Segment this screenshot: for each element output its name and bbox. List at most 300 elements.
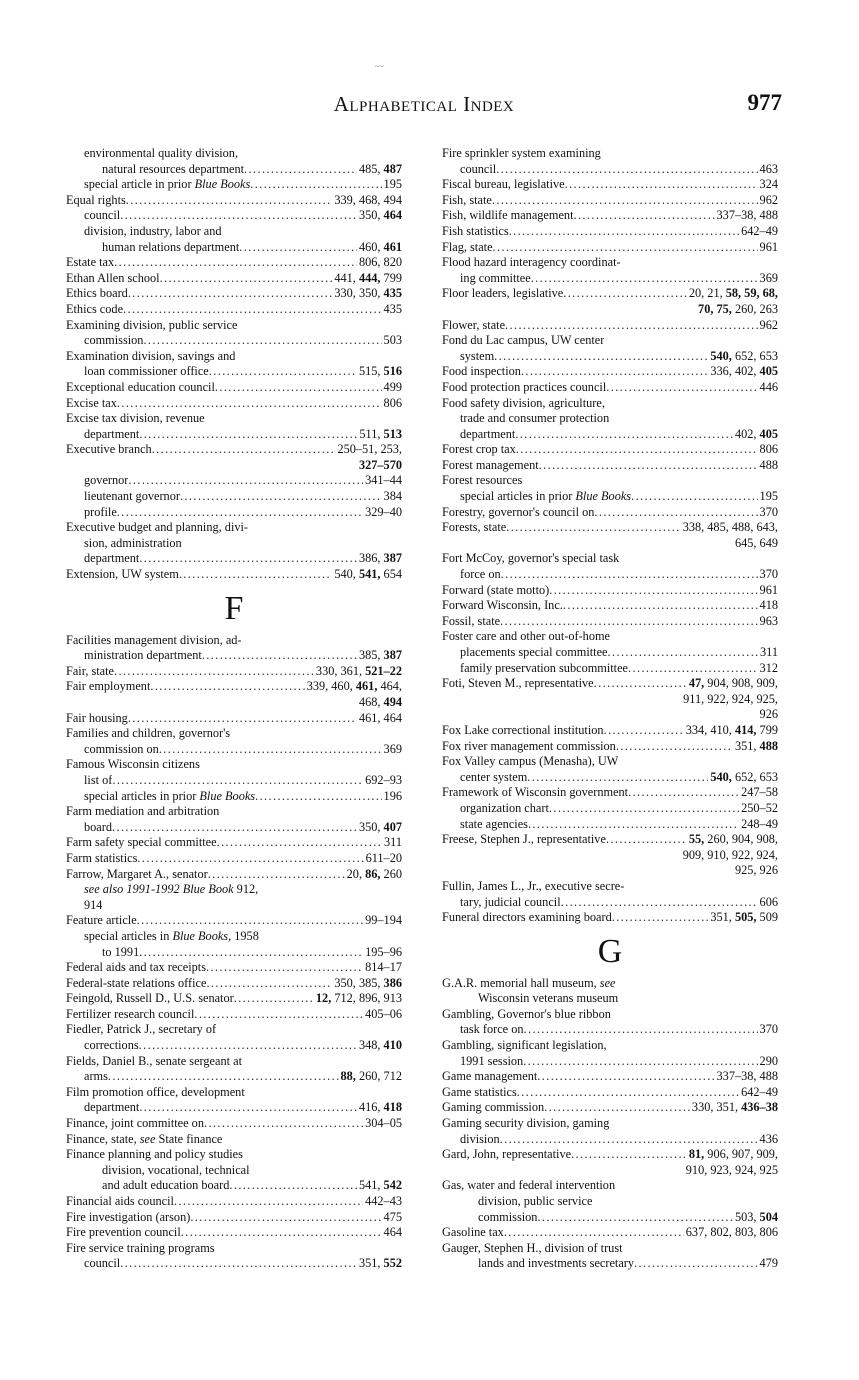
dot-leader bbox=[549, 801, 739, 817]
index-entry-term: board bbox=[84, 819, 112, 834]
index-entry bbox=[442, 146, 778, 162]
index-entry bbox=[66, 867, 402, 883]
dot-leader bbox=[565, 177, 758, 193]
index-entry bbox=[442, 629, 778, 645]
index-entry-pages: 806, 820 bbox=[358, 255, 402, 270]
index-entry-term: Forest crop tax bbox=[442, 442, 516, 457]
index-entry bbox=[442, 255, 778, 271]
dot-leader bbox=[117, 505, 363, 521]
index-entry bbox=[66, 820, 402, 836]
index-entry-pages: 692–93 bbox=[365, 772, 402, 787]
index-entry-pages: 441, 444, 799 bbox=[334, 270, 402, 285]
index-entry-pages: 485, 487 bbox=[358, 161, 402, 176]
dot-leader bbox=[594, 505, 757, 521]
index-entry-term: list of bbox=[84, 772, 113, 787]
dot-leader bbox=[190, 1210, 381, 1226]
index-entry-pages: 370 bbox=[759, 1022, 778, 1037]
index-entry bbox=[66, 1178, 402, 1194]
index-entry-term: Forward (state motto) bbox=[442, 582, 550, 597]
index-entry-term: placements special committee bbox=[460, 645, 608, 659]
index-entry-pages: 961 bbox=[759, 582, 778, 597]
index-entry bbox=[442, 489, 778, 505]
index-entry bbox=[442, 1054, 778, 1070]
dot-leader bbox=[528, 817, 739, 833]
index-entry-pages: 351, 552 bbox=[358, 1256, 402, 1271]
dot-leader bbox=[563, 286, 687, 302]
index-entry-pages: 642–49 bbox=[741, 223, 778, 238]
index-entry-term: Fertilizer research council bbox=[66, 1006, 195, 1021]
index-entry-pages: 196 bbox=[383, 788, 402, 803]
index-entry bbox=[442, 817, 778, 833]
index-entry-pages: 962 bbox=[759, 317, 778, 332]
index-entry bbox=[442, 551, 778, 567]
index-entry-pages: 606 bbox=[759, 894, 778, 909]
index-entry bbox=[442, 1241, 778, 1257]
index-entry-term: system bbox=[460, 348, 495, 363]
index-entry-pages: 463 bbox=[759, 161, 778, 176]
index-entry-term: arms bbox=[84, 1069, 108, 1084]
index-entry-term: force on bbox=[460, 567, 501, 582]
dot-leader bbox=[137, 851, 363, 867]
index-entry bbox=[442, 349, 778, 365]
dot-leader bbox=[206, 976, 332, 992]
index-entry bbox=[66, 991, 402, 1007]
index-entry-pages: 250–51, 253, bbox=[337, 442, 402, 457]
index-entry-pages: 369 bbox=[383, 741, 402, 756]
index-entry bbox=[66, 664, 402, 680]
dot-leader bbox=[616, 739, 733, 755]
dot-leader bbox=[509, 224, 739, 240]
index-entry-pages: 330, 350, 435 bbox=[334, 286, 402, 301]
index-entry bbox=[66, 711, 402, 727]
dot-leader bbox=[594, 676, 687, 692]
dot-leader bbox=[563, 598, 758, 614]
index-entry bbox=[66, 648, 402, 664]
index-entry-pages: 338, 485, 488, 643, bbox=[682, 520, 778, 535]
index-entry-pages: 370 bbox=[759, 567, 778, 582]
index-entry-pages: 962 bbox=[759, 192, 778, 207]
index-entry bbox=[66, 1147, 402, 1163]
dot-leader bbox=[139, 945, 363, 961]
index-entry-term: Forestry, governor's council on bbox=[442, 504, 595, 519]
index-entry bbox=[442, 583, 778, 599]
index-entry-pages: 88, 260, 712 bbox=[340, 1069, 402, 1084]
index-entry-pages: 336, 402, 405 bbox=[710, 364, 778, 379]
index-entry-term: department bbox=[84, 551, 140, 566]
index-page-continuation: 925, 926 bbox=[734, 863, 778, 878]
dot-leader bbox=[139, 1038, 357, 1054]
dot-leader bbox=[505, 318, 758, 334]
index-entry bbox=[66, 726, 402, 742]
dot-leader bbox=[120, 208, 357, 224]
dot-leader bbox=[573, 208, 714, 224]
index-entry-term: Finance, joint committee on bbox=[66, 1116, 204, 1131]
index-entry-pages: 435 bbox=[383, 301, 402, 316]
index-entry-pages: 350, 385, 386 bbox=[334, 975, 402, 990]
index-entry-term: Flood hazard interagency coordinat- bbox=[442, 255, 621, 270]
index-entry bbox=[442, 505, 778, 521]
index-entry-pages: 479 bbox=[759, 1256, 778, 1271]
dot-leader bbox=[492, 193, 758, 209]
index-entry-term: Exceptional education council bbox=[66, 379, 215, 394]
index-entry-term: Finance planning and policy studies bbox=[66, 1147, 243, 1162]
index-entry bbox=[66, 224, 402, 240]
dot-leader bbox=[204, 1116, 363, 1132]
index-entry bbox=[66, 567, 402, 583]
index-entry-term: Executive budget and planning, divi- bbox=[66, 520, 249, 535]
index-entry-term: Fish, wildlife management bbox=[442, 208, 574, 223]
index-entry-pages: 348, 410 bbox=[358, 1038, 402, 1053]
index-entry-term: Floor leaders, legislative bbox=[442, 286, 564, 301]
index-entry-term: special articles in Blue Books, 1958 bbox=[84, 928, 259, 943]
index-entry-term: Fair employment bbox=[66, 679, 151, 694]
index-entry bbox=[66, 146, 402, 162]
index-entry-term: Financial aids council bbox=[66, 1194, 174, 1208]
index-entry-term: Funeral directors examining board bbox=[442, 910, 612, 925]
index-entry-pages: 351, 488 bbox=[734, 738, 778, 753]
index-page-continuation: 909, 910, 922, 924, bbox=[682, 847, 778, 862]
index-entry bbox=[66, 851, 402, 867]
index-entry bbox=[66, 318, 402, 334]
index-entry-term: council bbox=[84, 208, 121, 223]
dot-leader bbox=[527, 770, 708, 786]
index-entry-pages: 540, 541, 654 bbox=[334, 567, 402, 582]
dot-leader bbox=[561, 895, 758, 911]
index-entry bbox=[442, 676, 778, 692]
index-entry-term: department bbox=[84, 426, 140, 441]
index-entry-term: Gauger, Stephen H., division of trust bbox=[442, 1240, 623, 1255]
index-entry-pages: 475 bbox=[383, 1209, 402, 1224]
index-entry-term: council bbox=[84, 1256, 121, 1271]
index-entry bbox=[66, 427, 402, 443]
dot-leader bbox=[229, 1178, 357, 1194]
dot-leader bbox=[194, 1007, 363, 1023]
index-entry bbox=[66, 1256, 402, 1272]
index-entry-term: Film promotion office, development bbox=[66, 1084, 245, 1099]
index-entry bbox=[66, 1194, 402, 1210]
index-entry-pages: 329–40 bbox=[365, 504, 402, 519]
index-entry bbox=[442, 396, 778, 412]
index-entry bbox=[442, 411, 778, 427]
index-entry-term: see also 1991-1992 Blue Book 912, bbox=[84, 882, 259, 897]
index-entry bbox=[66, 473, 402, 489]
dot-leader bbox=[496, 162, 757, 178]
dot-leader bbox=[126, 193, 333, 209]
index-entry-term: task force on bbox=[460, 1022, 524, 1037]
index-entry-term: Food protection practices council bbox=[442, 379, 607, 394]
dot-leader bbox=[181, 1225, 382, 1241]
index-entry-term: Ethics code bbox=[66, 301, 124, 316]
index-entry-term: Fire prevention council bbox=[66, 1225, 181, 1240]
index-entry-term: commission bbox=[478, 1209, 538, 1224]
index-entry-term: 914 bbox=[84, 897, 103, 912]
index-entry-pages: 195–96 bbox=[365, 944, 402, 959]
index-entry-pages: 12, 712, 896, 913 bbox=[315, 991, 402, 1006]
index-entry bbox=[442, 1007, 778, 1023]
index-entry-pages: 337–38, 488 bbox=[716, 208, 778, 223]
dot-leader bbox=[114, 664, 314, 680]
dot-leader bbox=[539, 458, 758, 474]
index-entry-term: Game statistics bbox=[442, 1084, 517, 1099]
dot-leader bbox=[150, 679, 304, 695]
index-entry-term: Fair housing bbox=[66, 710, 128, 725]
index-entry-term: special articles in prior Blue Books bbox=[84, 788, 256, 803]
index-entry-pages: 55, 260, 904, 908, bbox=[688, 832, 778, 847]
index-entry-pages: 503, 504 bbox=[734, 1209, 778, 1224]
index-entry bbox=[66, 271, 402, 287]
index-entry bbox=[66, 1069, 402, 1085]
index-entry bbox=[66, 396, 402, 412]
index-entry-pages: 405–06 bbox=[365, 1006, 402, 1021]
running-title: Alphabetical Index bbox=[333, 92, 515, 116]
index-entry-term: Farm safety special committee bbox=[66, 835, 217, 850]
index-page-continuation: 911, 922, 924, 925, bbox=[683, 691, 778, 706]
dot-leader bbox=[537, 1069, 714, 1085]
index-entry bbox=[66, 1038, 402, 1054]
index-entry bbox=[442, 286, 778, 302]
index-entry bbox=[442, 879, 778, 895]
index-entry bbox=[442, 333, 778, 349]
index-entry-term: Fossil, state bbox=[442, 613, 501, 628]
index-entry bbox=[442, 1194, 778, 1210]
index-entry bbox=[66, 804, 402, 820]
index-entry bbox=[66, 1100, 402, 1116]
dot-leader bbox=[128, 473, 363, 489]
index-entry-pages: 337–38, 488 bbox=[716, 1069, 778, 1084]
index-entry bbox=[442, 976, 778, 992]
index-entry-term: organization chart bbox=[460, 800, 549, 815]
index-entry-term: 1991 session bbox=[460, 1053, 524, 1068]
index-entry bbox=[66, 1085, 402, 1101]
index-entry-term: state agencies bbox=[460, 816, 528, 831]
index-entry-pages: 350, 464 bbox=[358, 208, 402, 223]
dot-leader bbox=[143, 333, 381, 349]
index-entry bbox=[442, 224, 778, 240]
dot-leader bbox=[523, 1054, 757, 1070]
index-entry-term: natural resources department bbox=[102, 161, 245, 176]
index-entry-term: department bbox=[84, 1100, 140, 1115]
index-entry-term: Fair, state bbox=[66, 663, 114, 678]
index-entry-term: Executive branch bbox=[66, 442, 152, 457]
index-entry-term: governor bbox=[84, 473, 129, 488]
index-entry-term: Fox river management commission bbox=[442, 738, 616, 753]
index-entry bbox=[66, 835, 402, 851]
index-entry-term: environmental quality division, bbox=[84, 146, 239, 160]
index-entry-pages: 540, 652, 653 bbox=[710, 769, 778, 784]
index-entry-term: Feingold, Russell D., U.S. senator bbox=[66, 991, 234, 1006]
index-entry-term: Fish statistics bbox=[442, 223, 509, 238]
index-entry-term: Fire sprinkler system examining bbox=[442, 146, 601, 160]
dot-leader bbox=[506, 520, 680, 536]
index-entry-term: Equal rights bbox=[66, 192, 126, 207]
index-entry bbox=[442, 1210, 778, 1226]
dot-leader bbox=[537, 1210, 733, 1226]
dot-leader bbox=[628, 785, 739, 801]
index-entry bbox=[442, 1225, 778, 1241]
index-entry bbox=[66, 1163, 402, 1179]
dot-leader bbox=[112, 820, 357, 836]
index-entry-pages: 402, 405 bbox=[734, 426, 778, 441]
dot-leader bbox=[234, 991, 314, 1007]
dot-leader bbox=[202, 648, 357, 664]
index-entry-term: Estate tax bbox=[66, 255, 115, 270]
dot-leader bbox=[139, 427, 357, 443]
index-entry bbox=[442, 1038, 778, 1054]
dot-leader bbox=[137, 913, 363, 929]
index-column-right bbox=[442, 146, 778, 1272]
index-entry-term: to 1991 bbox=[102, 944, 140, 959]
index-entry-term: Examination division, savings and bbox=[66, 348, 236, 363]
index-entry bbox=[442, 380, 778, 396]
index-entry-pages: 806 bbox=[759, 442, 778, 457]
index-entry-pages: 814–17 bbox=[365, 960, 402, 975]
index-page-continuation: 910, 923, 924, 925 bbox=[685, 1162, 778, 1177]
index-entry bbox=[442, 661, 778, 677]
index-entry-term: Framework of Wisconsin government bbox=[442, 785, 629, 800]
index-entry bbox=[442, 1256, 778, 1272]
section-letter: G bbox=[597, 932, 623, 970]
page-number: 977 bbox=[747, 90, 782, 115]
index-entry-pages: 47, 904, 908, 909, bbox=[688, 676, 778, 691]
index-entry bbox=[442, 1147, 778, 1163]
index-entry bbox=[66, 742, 402, 758]
index-entry-pages: 461, 464 bbox=[358, 710, 402, 725]
index-entry-term: Fire service training programs bbox=[66, 1240, 215, 1255]
index-entry bbox=[442, 645, 778, 661]
index-entry bbox=[442, 770, 778, 786]
index-entry bbox=[442, 1022, 778, 1038]
index-entry-term: Foster care and other out-of-home bbox=[442, 629, 610, 644]
index-entry bbox=[442, 1116, 778, 1132]
index-entry-pages: 369 bbox=[759, 270, 778, 285]
dot-leader bbox=[108, 1069, 339, 1085]
index-entry-pages: 541, 542 bbox=[358, 1178, 402, 1193]
index-entry-term: commission bbox=[84, 333, 144, 348]
index-entry bbox=[442, 991, 778, 1007]
index-entry-pages: 312 bbox=[759, 660, 778, 675]
index-entry-term: Gaming commission bbox=[442, 1100, 545, 1115]
index-page-continuation: 327–570 bbox=[358, 457, 402, 472]
index-entry-term: Fiedler, Patrick J., secretary of bbox=[66, 1022, 217, 1037]
index-entry bbox=[442, 614, 778, 630]
index-entry-pages: 304–05 bbox=[365, 1116, 402, 1131]
index-entry-pages: 384 bbox=[383, 489, 402, 504]
index-entry bbox=[66, 960, 402, 976]
index-entry-term: division, vocational, technical bbox=[102, 1162, 250, 1177]
index-entry bbox=[442, 520, 778, 536]
index-entry-pages: 195 bbox=[383, 177, 402, 192]
index-entry-term: Fox Lake correctional institution bbox=[442, 722, 604, 737]
index-entry-pages: 370 bbox=[759, 504, 778, 519]
scan-mark: ~~ bbox=[375, 62, 384, 71]
index-entry bbox=[442, 1178, 778, 1194]
index-entry-pages: 250–52 bbox=[741, 800, 778, 815]
index-entry-term: Finance, state, see State finance bbox=[66, 1131, 223, 1146]
index-entry bbox=[66, 551, 402, 567]
index-entry-term: Fish, state bbox=[442, 192, 492, 207]
dot-leader bbox=[500, 1132, 758, 1148]
index-entry bbox=[442, 895, 778, 911]
dot-leader bbox=[531, 271, 758, 287]
index-entry-term: special article in prior Blue Books bbox=[84, 177, 251, 192]
index-entry-term: Fort McCoy, governor's special task bbox=[442, 551, 620, 566]
index-entry-term: Extension, UW system bbox=[66, 567, 179, 582]
index-entry bbox=[66, 1241, 402, 1257]
index-entry bbox=[442, 208, 778, 224]
index-entry-term: Farm statistics bbox=[66, 850, 138, 865]
index-entry-term: Forest management bbox=[442, 457, 539, 472]
index-entry bbox=[66, 520, 402, 536]
index-entry-term: corrections bbox=[84, 1038, 139, 1053]
index-entry bbox=[442, 598, 778, 614]
index-entry-term: Freese, Stephen J., representative bbox=[442, 832, 606, 847]
index-entry bbox=[66, 1022, 402, 1038]
dot-leader bbox=[180, 489, 382, 505]
page-header bbox=[66, 92, 782, 122]
index-entry-pages: 386, 387 bbox=[358, 551, 402, 566]
index-entry-term: and adult education board bbox=[102, 1178, 230, 1193]
index-entry bbox=[442, 785, 778, 801]
index-entry-term: Gasoline tax bbox=[442, 1225, 504, 1240]
index-entry-term: Game management bbox=[442, 1069, 538, 1084]
dot-leader bbox=[120, 1256, 357, 1272]
index-entry-pages: 20, 86, 260 bbox=[346, 866, 402, 881]
dot-leader bbox=[501, 567, 758, 583]
index-entry bbox=[66, 633, 402, 649]
index-entry-pages: 460, 461 bbox=[358, 239, 402, 254]
index-entry bbox=[442, 193, 778, 209]
index-entry-pages: 611–20 bbox=[365, 850, 402, 865]
index-entry bbox=[66, 177, 402, 193]
index-entry-pages: 963 bbox=[759, 613, 778, 628]
index-entry-pages: 311 bbox=[384, 835, 402, 850]
dot-leader bbox=[606, 832, 687, 848]
index-page-continuation: 926 bbox=[759, 707, 778, 722]
index-entry bbox=[66, 505, 402, 521]
index-entry bbox=[442, 364, 778, 380]
index-entry bbox=[66, 773, 402, 789]
index-entry-term: sion, administration bbox=[84, 535, 182, 550]
index-entry-term: Fields, Daniel B., senate sergeant at bbox=[66, 1053, 242, 1068]
index-entry bbox=[442, 318, 778, 334]
index-entry bbox=[66, 1116, 402, 1132]
dot-leader bbox=[504, 1225, 684, 1241]
index-entry bbox=[442, 1100, 778, 1116]
index-entry-term: Forests, state bbox=[442, 520, 507, 535]
index-entry-term: Ethan Allen school bbox=[66, 270, 160, 285]
index-entry-term: family preservation subcommittee bbox=[460, 660, 629, 675]
index-entry bbox=[66, 1132, 402, 1148]
index-entry bbox=[66, 945, 402, 961]
index-entry-pages: 324 bbox=[759, 177, 778, 192]
index-entry bbox=[66, 976, 402, 992]
index-entry-pages: 488 bbox=[759, 457, 778, 472]
index-entry bbox=[66, 1225, 402, 1241]
index-entry bbox=[66, 193, 402, 209]
index-entry bbox=[442, 1132, 778, 1148]
index-entry bbox=[442, 739, 778, 755]
index-page-continuation: 468, 494 bbox=[358, 695, 402, 709]
index-entry-pages: 330, 361, 521–22 bbox=[315, 663, 402, 678]
index-entry-term: division bbox=[460, 1131, 500, 1146]
index-entry-pages: 81, 906, 907, 909, bbox=[688, 1147, 778, 1162]
index-entry-term: lieutenant governor bbox=[84, 489, 180, 504]
index-page-continuation: 70, 75, 260, 263 bbox=[698, 301, 778, 316]
index-entry-term: trade and consumer protection bbox=[460, 411, 610, 426]
dot-leader bbox=[209, 364, 357, 380]
index-entry-term: Fox Valley campus (Menasha), UW bbox=[442, 754, 619, 769]
index-entry-pages: 642–49 bbox=[741, 1084, 778, 1099]
